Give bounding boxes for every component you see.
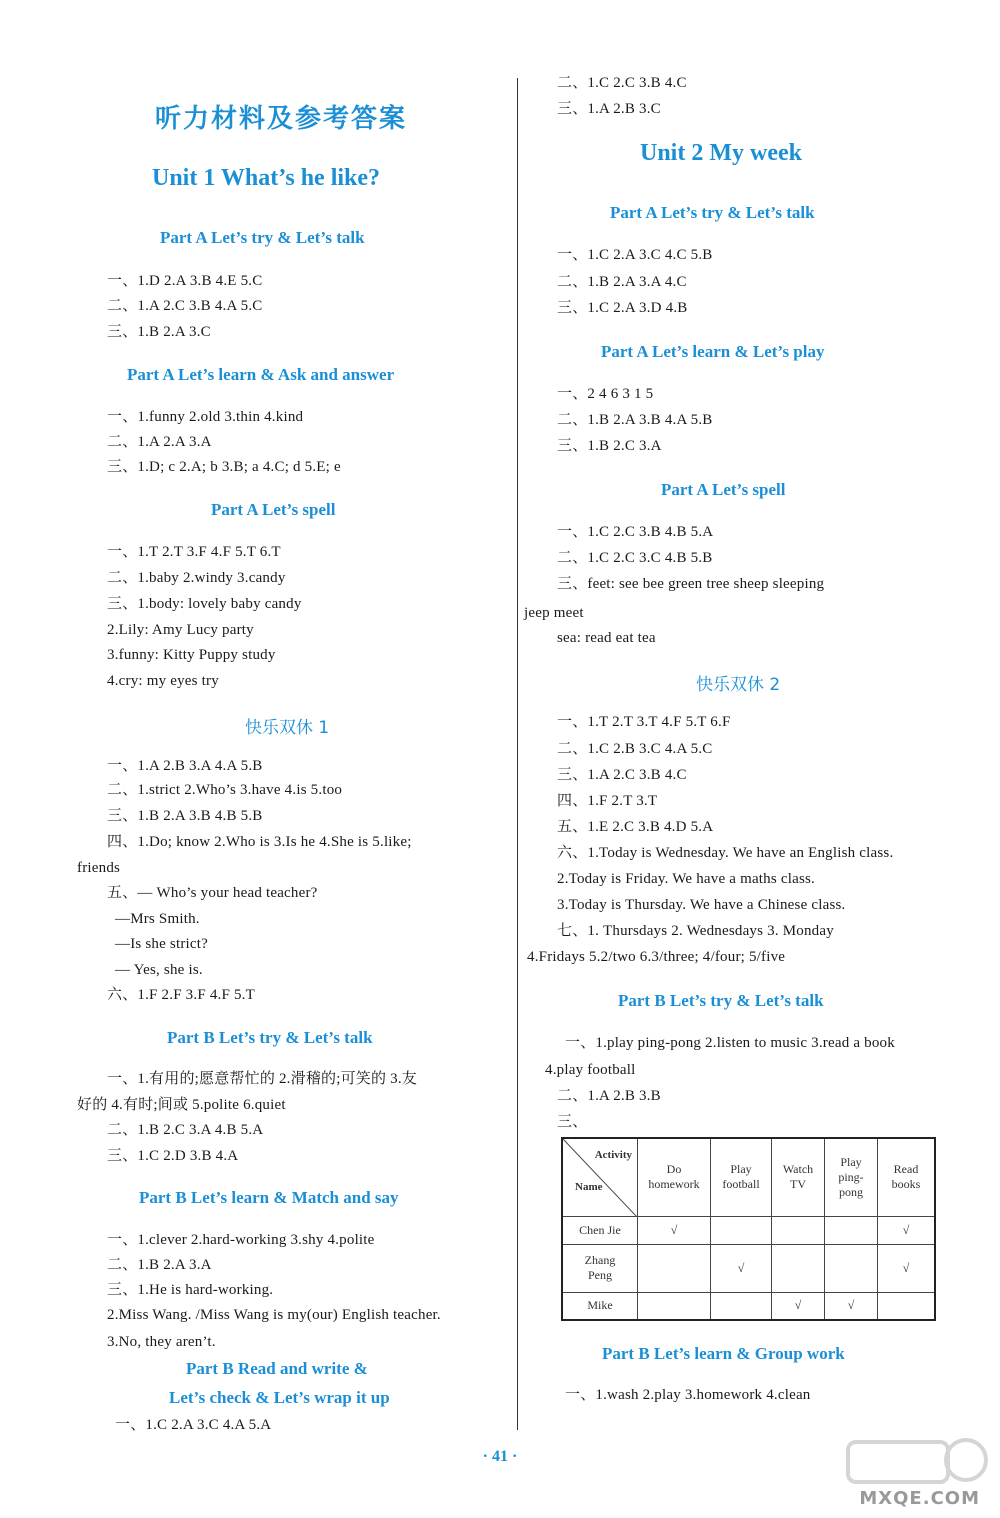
answer-line: 二、1.A 2.A 3.A — [107, 434, 212, 450]
answer-line: 一、1.D 2.A 3.B 4.E 5.C — [107, 273, 263, 289]
answer-line: —Is she strict? — [115, 936, 208, 952]
check-mark — [711, 1292, 772, 1320]
column-header: Play ping- pong — [825, 1138, 878, 1216]
answer-line: 五、1.E 2.C 3.B 4.D 5.A — [557, 819, 714, 835]
row-name: Chen Jie — [562, 1216, 638, 1244]
answer-line: 三、1.body: lovely baby candy — [107, 596, 302, 612]
answer-line: 4.cry: my eyes try — [107, 673, 219, 689]
check-mark: √ — [825, 1292, 878, 1320]
column-divider — [517, 78, 518, 1430]
answer-line: 一、1.T 2.T 3.T 4.F 5.T 6.F — [557, 714, 731, 730]
check-mark — [878, 1292, 936, 1320]
column-header: Watch TV — [772, 1138, 825, 1216]
answer-line: 三、1.B 2.C 3.A — [557, 438, 662, 454]
answer-line: 3.Today is Thursday. We have a Chinese class. — [557, 897, 846, 913]
answer-line: 二、1.A 2.C 3.B 4.A 5.C — [107, 298, 263, 314]
answer-line: 一、1.C 2.C 3.B 4.B 5.A — [557, 524, 714, 540]
answer-line: 一、1.clever 2.hard-working 3.shy 4.polite — [107, 1232, 375, 1248]
answer-line: jeep meet — [524, 605, 584, 621]
answer-line: friends — [77, 860, 121, 876]
answer-line: — Yes, she is. — [115, 962, 203, 978]
table-row — [562, 1216, 935, 1244]
answer-line: 3.funny: Kitty Puppy study — [107, 647, 276, 663]
answer-line: 三、1.C 2.D 3.B 4.A — [107, 1148, 239, 1164]
answer-line: 2.Miss Wang. /Miss Wang is my(our) English teacher. — [107, 1307, 441, 1323]
answer-line: 二、1.B 2.A 3.A — [107, 1257, 212, 1273]
answer-line: 一、1.funny 2.old 3.thin 4.kind — [107, 409, 304, 425]
check-mark — [825, 1216, 878, 1244]
table-corner-cell — [562, 1138, 638, 1216]
check-mark: √ — [878, 1244, 936, 1292]
answer-line: 三、 — [557, 1114, 588, 1130]
check-mark: √ — [878, 1216, 936, 1244]
corner-label-activity: Activity — [594, 1149, 632, 1161]
section-heading: Part B Read and write & — [186, 1359, 368, 1378]
answer-line: 五、— Who’s your head teacher? — [107, 885, 318, 901]
section-heading: Part B Let’s try & Let’s talk — [618, 991, 824, 1010]
answer-line: 一、1.C 2.A 3.C 4.A 5.A — [115, 1417, 272, 1433]
section-heading: Part A Let’s spell — [661, 480, 786, 499]
check-mark — [772, 1216, 825, 1244]
answer-line: 4.play football — [545, 1062, 636, 1078]
activity-table — [561, 1137, 936, 1321]
answer-line: 4.Fridays 5.2/two 6.3/three; 4/four; 5/five — [527, 949, 786, 965]
row-name: Mike — [562, 1292, 638, 1320]
answer-line: 四、1.Do; know 2.Who is 3.Is he 4.She is 5.like; — [107, 834, 412, 850]
section-heading: 快乐双休 1 — [245, 718, 330, 738]
section-heading: 快乐双休 2 — [696, 675, 781, 695]
section-heading: Part A Let’s spell — [211, 500, 336, 519]
answer-line: 二、1.B 2.A 3.B 4.A 5.B — [557, 412, 713, 428]
table-row — [562, 1292, 935, 1320]
answer-line: 一、1.play ping-pong 2.listen to music 3.read a book — [565, 1035, 895, 1051]
check-mark — [711, 1216, 772, 1244]
answer-line: 二、1.C 2.C 3.C 4.B 5.B — [557, 550, 713, 566]
answer-line: 三、1.A 2.C 3.B 4.C — [557, 767, 687, 783]
table-row — [562, 1244, 935, 1292]
answer-line: 一、1.wash 2.play 3.homework 4.clean — [565, 1387, 811, 1403]
check-mark — [638, 1292, 711, 1320]
section-heading: Part B Let’s learn & Match and say — [139, 1188, 399, 1207]
watermark-text: MXQE.COM — [859, 1488, 980, 1509]
answer-line: 四、1.F 2.T 3.T — [557, 793, 658, 809]
section-heading: Let’s check & Let’s wrap it up — [169, 1388, 390, 1407]
section-heading: Part B Let’s try & Let’s talk — [167, 1028, 373, 1047]
section-heading: Part A Let’s learn & Ask and answer — [127, 365, 395, 384]
section-heading: Part A Let’s try & Let’s talk — [610, 203, 815, 222]
answer-line: 二、1.A 2.B 3.B — [557, 1088, 661, 1104]
answer-line: 三、1.B 2.A 3.B 4.B 5.B — [107, 808, 263, 824]
section-heading: Part B Let’s learn & Group work — [602, 1344, 845, 1363]
answer-line: 二、1.C 2.C 3.B 4.C — [557, 75, 687, 91]
answer-line: 二、1.B 2.A 3.A 4.C — [557, 274, 687, 290]
check-mark — [638, 1244, 711, 1292]
answer-line: sea: read eat tea — [557, 630, 656, 646]
answer-line: 好的 4.有时;间或 5.polite 6.quiet — [77, 1097, 286, 1113]
answer-line: 2.Today is Friday. We have a maths class. — [557, 871, 815, 887]
check-mark: √ — [772, 1292, 825, 1320]
page-main-title: 听力材料及参考答案 — [155, 104, 408, 134]
section-heading: Part A Let’s learn & Let’s play — [601, 342, 825, 361]
answer-line: 二、1.B 2.C 3.A 4.B 5.A — [107, 1122, 264, 1138]
answer-line: 三、1.C 2.A 3.D 4.B — [557, 300, 688, 316]
answer-line: 三、feet: see bee green tree sheep sleeping — [557, 576, 825, 592]
answer-line: 三、1.He is hard-working. — [107, 1282, 274, 1298]
answer-line: 2.Lily: Amy Lucy party — [107, 622, 254, 638]
check-mark — [772, 1244, 825, 1292]
answer-line: 二、1.baby 2.windy 3.candy — [107, 570, 286, 586]
page-number: · 41 · — [482, 1448, 518, 1465]
answer-line: —Mrs Smith. — [115, 911, 200, 927]
column-header: Play football — [711, 1138, 772, 1216]
answer-line: 一、1.有用的;愿意帮忙的 2.滑稽的;可笑的 3.友 — [107, 1071, 417, 1087]
answer-line: 一、1.C 2.A 3.C 4.C 5.B — [557, 247, 713, 263]
check-mark: √ — [638, 1216, 711, 1244]
answer-line: 一、1.A 2.B 3.A 4.A 5.B — [107, 758, 263, 774]
answer-line: 3.No, they aren’t. — [107, 1334, 216, 1350]
column-header: Read books — [878, 1138, 936, 1216]
section-heading: Part A Let’s try & Let’s talk — [160, 228, 365, 247]
answer-line: 三、1.D; c 2.A; b 3.B; a 4.C; d 5.E; e — [107, 459, 341, 475]
answer-line: 六、1.F 2.F 3.F 4.F 5.T — [107, 987, 255, 1003]
answer-line: 六、1.Today is Wednesday. We have an English class. — [557, 845, 894, 861]
unit-1-title: Unit 1 What’s he like? — [152, 165, 381, 191]
answer-line: 一、2 4 6 3 1 5 — [557, 386, 654, 402]
unit-2-title: Unit 2 My week — [640, 140, 802, 166]
answer-line: 二、1.C 2.B 3.C 4.A 5.C — [557, 741, 713, 757]
check-mark: √ — [711, 1244, 772, 1292]
check-mark — [825, 1244, 878, 1292]
column-header: Do homework — [638, 1138, 711, 1216]
answer-line: 七、1. Thursdays 2. Wednesdays 3. Monday — [557, 923, 834, 939]
answer-line: 一、1.T 2.T 3.F 4.F 5.T 6.T — [107, 544, 281, 560]
row-name: Zhang Peng — [562, 1244, 638, 1292]
answer-line: 二、1.strict 2.Who’s 3.have 4.is 5.too — [107, 782, 343, 798]
corner-label-name: Name — [575, 1181, 603, 1193]
answer-line: 三、1.A 2.B 3.C — [557, 101, 661, 117]
answer-line: 三、1.B 2.A 3.C — [107, 324, 211, 340]
